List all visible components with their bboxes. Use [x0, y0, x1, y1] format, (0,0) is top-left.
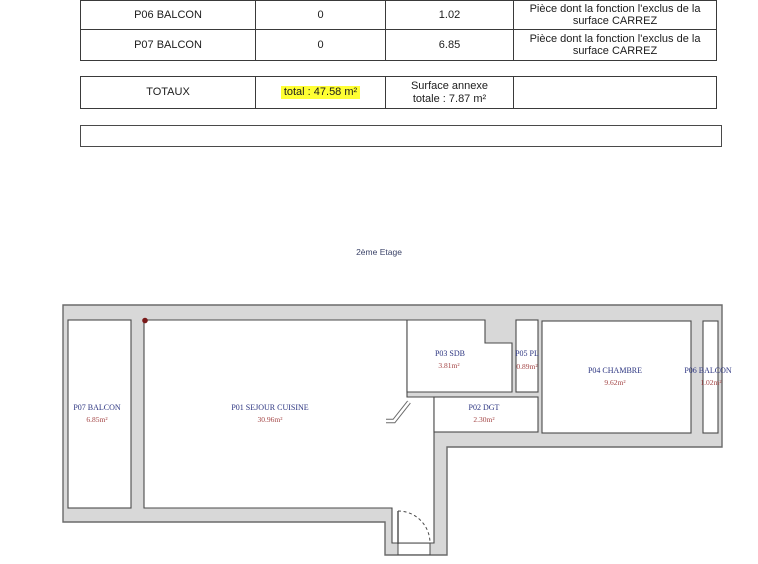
note-line: Pièce dont la fonction l'exclus de la: [529, 32, 701, 45]
annexe-line: totale : 7.87 m²: [412, 92, 487, 105]
room-p01-label: P01 SEJOUR CUISINE: [231, 403, 309, 412]
table-cell-room-name: P07 BALCON: [81, 29, 255, 60]
room-p02-label: P02 DGT: [468, 403, 500, 412]
table-cell-carrez-value: 0: [255, 29, 385, 60]
note-line: surface CARREZ: [572, 15, 658, 27]
room-p05-label: P05 PL: [515, 349, 539, 358]
floor-title: 2ème Etage: [356, 247, 402, 257]
total-carrez-highlight: total : 47.58 m²: [281, 86, 360, 99]
room-p05-area: 0.89m²: [516, 362, 538, 371]
room-p02-area: 2.30m²: [473, 415, 495, 424]
annexe-line: Surface annexe: [410, 80, 489, 92]
table-cell-surface-value: 6.85: [385, 29, 513, 60]
totals-label: TOTAUX: [146, 86, 190, 99]
room-p04-area: 9.62m²: [604, 378, 626, 387]
table-cell-room-name: P06 BALCON: [134, 8, 202, 21]
note-line: surface CARREZ: [572, 45, 658, 57]
room-p04-chambre-floor: [542, 321, 691, 433]
door-opening: [398, 544, 430, 554]
table-cell-surface-value: 1.02: [385, 1, 513, 29]
room-p01-area: 30.96m²: [257, 415, 283, 424]
room-p03-label: P03 SDB: [434, 349, 466, 358]
room-p06-balcon-floor: [703, 321, 718, 433]
note-line: Pièce dont la fonction l'exclus de la: [529, 2, 701, 15]
room-p06-area: 1.02m²: [700, 378, 722, 387]
survey-marker-dot: [142, 318, 148, 324]
table-cell-carrez-value: 0: [255, 1, 385, 29]
room-p07-balcon-floor: [68, 320, 131, 508]
room-p03-area: 3.81m²: [438, 361, 460, 370]
room-p04-label: P04 CHAMBRE: [587, 366, 643, 375]
room-p07-label: P07 BALCON: [73, 403, 121, 412]
room-p07-area: 6.85m²: [86, 415, 108, 424]
room-p06-label: P06 BALCON: [684, 366, 732, 375]
